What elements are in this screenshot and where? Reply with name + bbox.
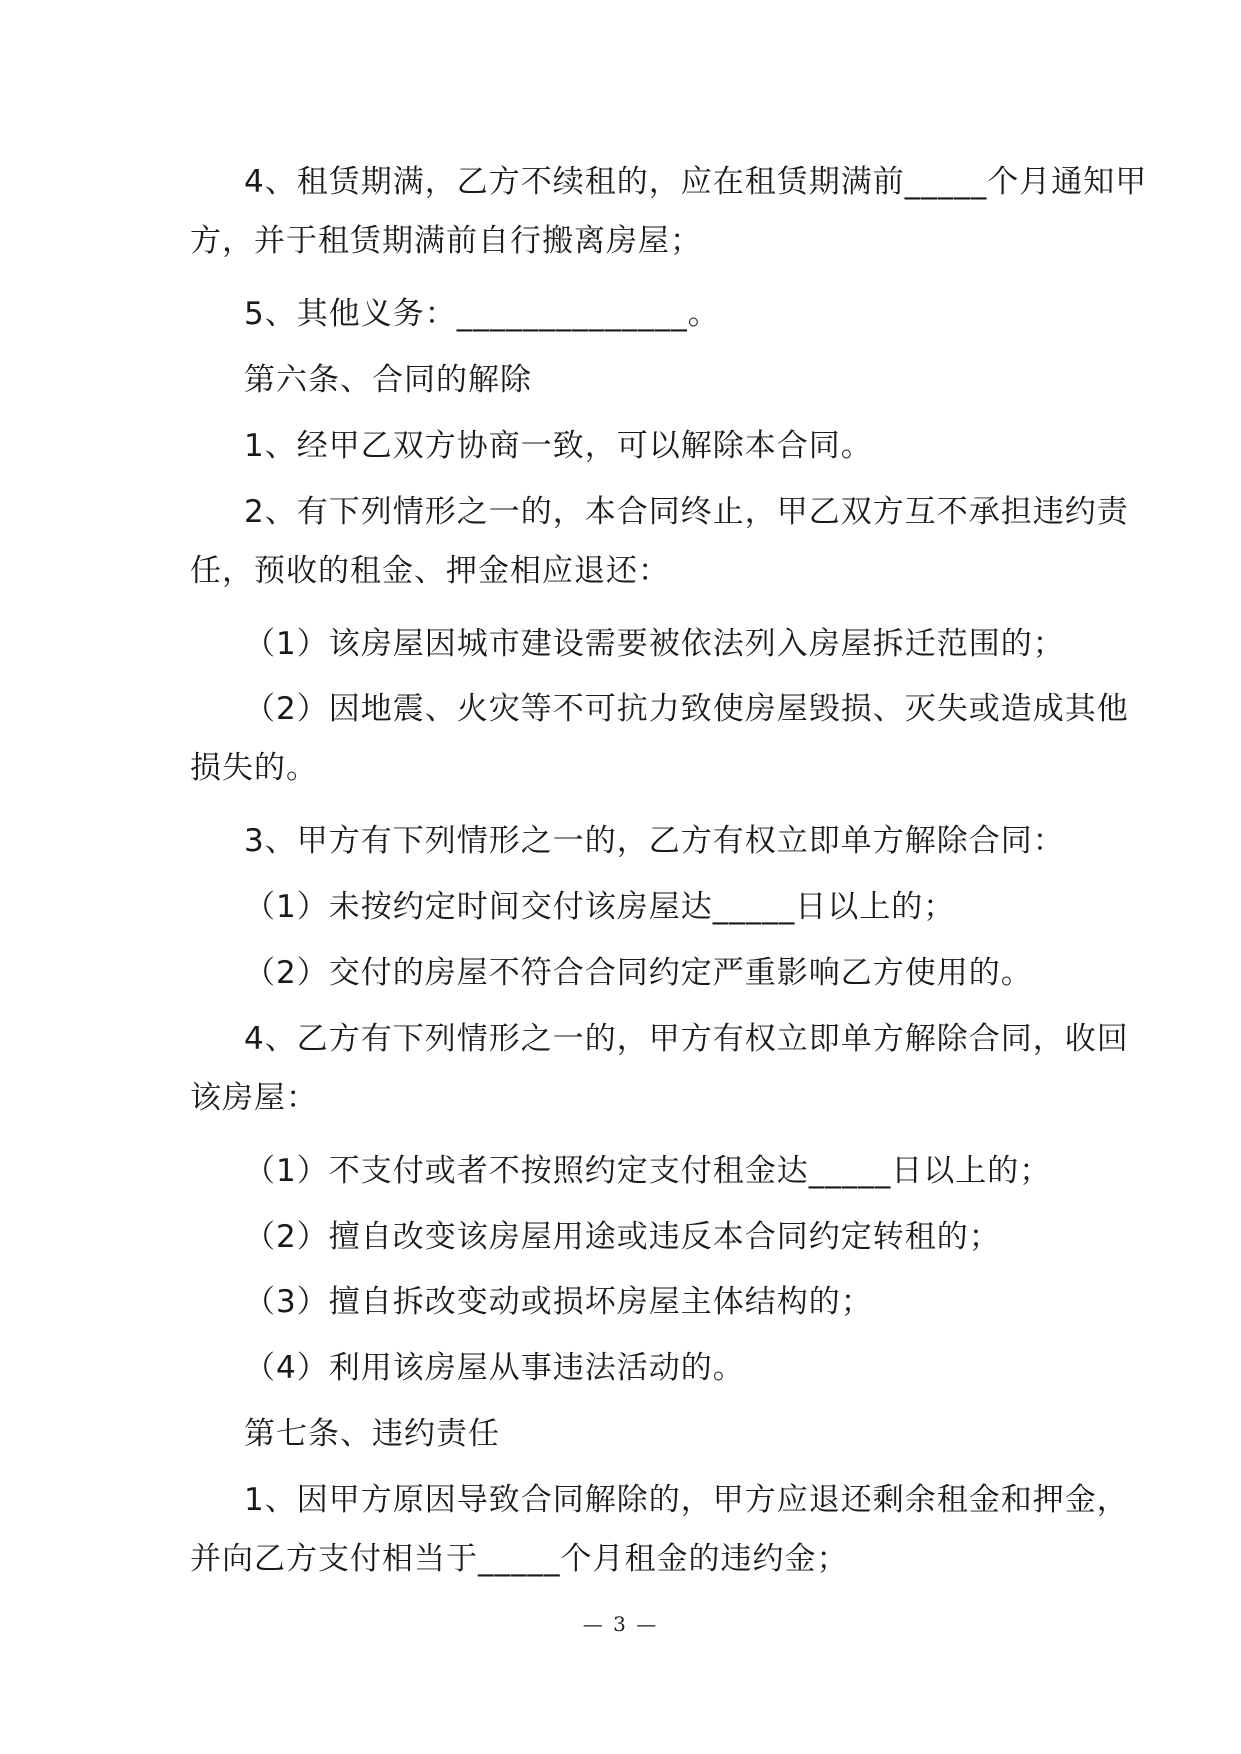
- paragraph-line: （3）擅自拆改变动或损坏房屋主体结构的；: [244, 1284, 873, 1320]
- paragraph-line: 3、甲方有下列情形之一的，乙方有权立即单方解除合同：: [244, 823, 1065, 859]
- clause-6-2: [190, 483, 1129, 601]
- clause-6-4: [190, 1010, 1129, 1128]
- clause-6-3-item-1: [190, 878, 1070, 937]
- paragraph-line: 4、乙方有下列情形之一的，甲方有权立即单方解除合同，收回: [244, 1021, 1129, 1057]
- paragraph-line: 任，预收的租金、押金相应退还：: [190, 553, 670, 589]
- clause-6-4-item-3: [190, 1273, 1070, 1332]
- paragraph-line: 5、其他义务：______________。: [244, 296, 720, 332]
- paragraph-line: 损失的。: [190, 750, 318, 786]
- article-7-heading: [190, 1405, 1070, 1464]
- clause-6-2-item-1: [190, 615, 1070, 674]
- clause-5-other-duties: [190, 285, 1070, 344]
- clause-6-4-item-1: [190, 1142, 1070, 1201]
- page-number: — 3 —: [582, 1612, 659, 1636]
- paragraph-line: （1）该房屋因城市建设需要被依法列入房屋拆迁范围的；: [244, 626, 1065, 662]
- clause-6-3: [190, 812, 1070, 871]
- paragraph-line: 2、有下列情形之一的，本合同终止，甲乙双方互不承担违约责: [244, 494, 1129, 530]
- section-heading: 第七条、违约责任: [244, 1416, 500, 1452]
- article-6-heading: [190, 351, 1070, 410]
- paragraph-line: （4）利用该房屋从事违法活动的。: [244, 1350, 745, 1386]
- clause-6-4-item-4: [190, 1339, 1070, 1398]
- clause-6-4-item-2: [190, 1208, 1070, 1267]
- paragraph-line: （2）交付的房屋不符合合同约定严重影响乙方使用的。: [244, 955, 1033, 991]
- clause-7-1: [190, 1471, 1129, 1589]
- paragraph-line: 并向乙方支付相当于_____个月租金的违约金；: [190, 1541, 849, 1577]
- section-heading: 第六条、合同的解除: [244, 362, 532, 398]
- paragraph-line: 1、因甲方原因导致合同解除的，甲方应退还剩余租金和押金，: [244, 1482, 1129, 1518]
- paragraph-line: （2）擅自改变该房屋用途或违反本合同约定转租的；: [244, 1219, 1001, 1255]
- paragraph-line: 方，并于租赁期满前自行搬离房屋；: [190, 223, 702, 259]
- paragraph-line: 该房屋：: [190, 1080, 318, 1116]
- paragraph-line: 1、经甲乙双方协商一致，可以解除本合同。: [244, 428, 873, 464]
- paragraph-line: （1）未按约定时间交付该房屋达_____日以上的；: [244, 889, 956, 925]
- clause-4-expiry-notice: [190, 153, 1148, 271]
- clause-6-1: [190, 417, 1070, 476]
- paragraph-line: （1）不支付或者不按照约定支付租金达_____日以上的；: [244, 1153, 1052, 1189]
- clause-6-2-item-2: [190, 680, 1129, 798]
- paragraph-line: 4、租赁期满，乙方不续租的，应在租赁期满前_____个月通知甲: [244, 164, 1148, 200]
- paragraph-line: （2）因地震、火灾等不可抗力致使房屋毁损、灭失或造成其他: [244, 691, 1129, 727]
- clause-6-3-item-2: [190, 944, 1070, 1003]
